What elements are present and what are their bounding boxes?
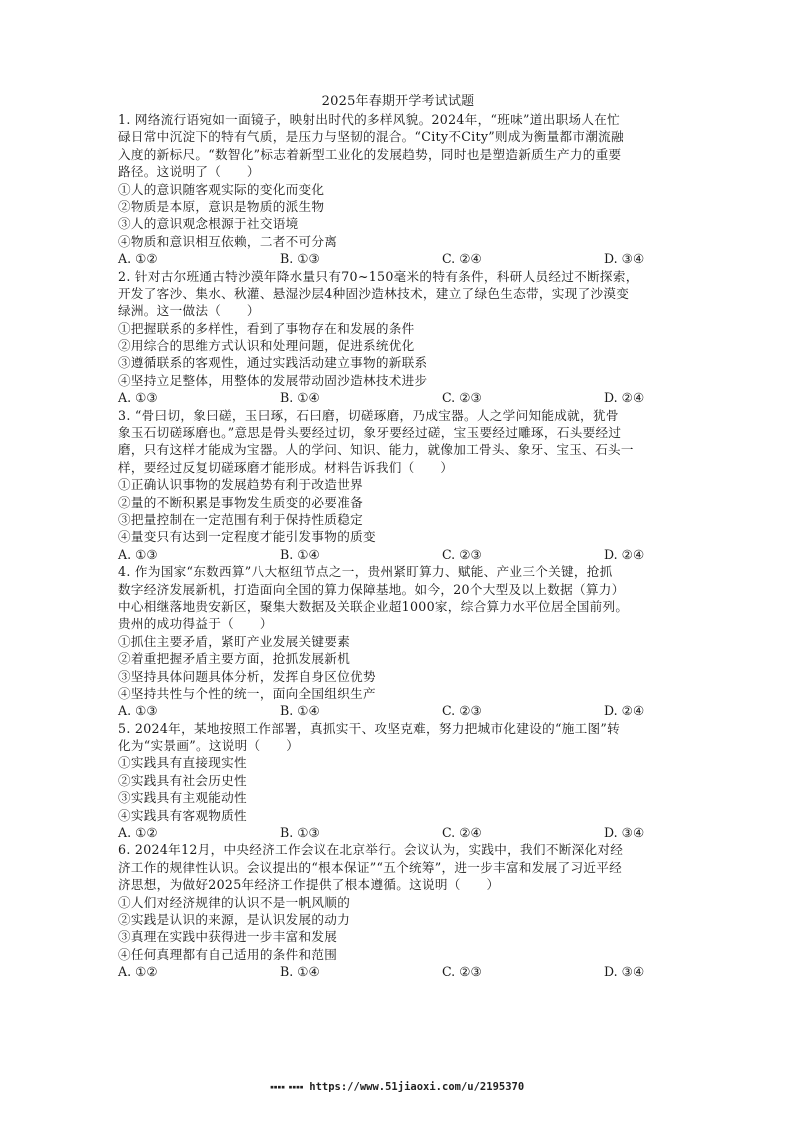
- answer-options: [118, 250, 678, 267]
- statement-item: ③人的意识观念根源于社交语境: [118, 216, 299, 232]
- option-b[interactable]: B. ①④: [280, 964, 320, 980]
- option-d[interactable]: D. ②④: [604, 546, 645, 562]
- option-a[interactable]: A. ①③: [118, 390, 158, 406]
- statement-item: ②量的不断积累是事物发生质变的必要准备: [118, 494, 363, 510]
- statement-item: ③坚持具体问题具体分析，发挥自身区位优势: [118, 668, 376, 684]
- statement-item: ④量变只有达到一定程度才能引发事物的质变: [118, 529, 376, 545]
- question-stem-line: 样，要经过反复切磋琢磨才能形成。材料告诉我们（ ）: [118, 459, 454, 475]
- question-stem-line: 磨，只有这样才能成为宝器。人的学问、知识、能力，就像加工骨头、象牙、宝玉、石头一: [118, 442, 634, 458]
- question-stem-line: 3. “骨曰切，象曰磋，玉曰琢，石曰磨，切磋琢磨，乃成宝器。人之学问知能成就，犹骨: [118, 407, 619, 423]
- statement-item: ②用综合的思维方式认识和处理问题，促进系统优化: [118, 338, 415, 354]
- statement-item: ④任何真理都有自己适用的条件和范围: [118, 946, 338, 962]
- answer-options: [118, 963, 678, 980]
- option-b[interactable]: B. ①④: [280, 390, 320, 406]
- answer-options: [118, 389, 678, 406]
- question-stem-line: 4. 作为国家“东数西算”八大枢纽节点之一，贵州紧盯算力、赋能、产业三个关键，抢抓: [118, 564, 613, 580]
- question-stem-line: 数字经济发展新机，打造面向全国的算力保障基地。如今，20个大型及以上数据（算力）: [118, 581, 625, 597]
- footer: [0, 1080, 794, 1094]
- question-stem-line: 开发了客沙、集水、秋灌、悬湿沙层4种固沙造林技术，建立了绿色生态带，实现了沙漠变: [118, 285, 630, 301]
- question-3: [118, 407, 678, 564]
- statement-item: ②实践具有社会历史性: [118, 772, 247, 788]
- watermark-logo: ▪▪▪▪ ▪▪▪▪: [269, 1083, 304, 1091]
- statement-item: ④坚持立足整体，用整体的发展带动固沙造林技术进步: [118, 372, 428, 388]
- question-stem-line: 2. 针对古尔班通古特沙漠年降水量只有70~150毫米的特有条件，科研人员经过不断探索，: [118, 268, 639, 284]
- question-stem-line: 化为“实景画”。这说明（ ）: [118, 738, 300, 754]
- exam-title: 2025年春期开学考试试题: [321, 94, 475, 109]
- statement-item: ①人的意识随客观实际的变化而变化: [118, 181, 325, 197]
- statement-item: ④实践具有客观物质性: [118, 807, 247, 823]
- option-c[interactable]: C. ②③: [442, 703, 482, 719]
- statement-item: ①抓住主要矛盾，紧盯产业发展关键要素: [118, 633, 351, 649]
- question-stem-line: 路径。这说明了（ ）: [118, 164, 260, 180]
- question-stem-line: 绿洲。这一做法（ ）: [118, 303, 260, 319]
- question-stem-line: 贵州的成功得益于（ ）: [118, 616, 273, 632]
- option-a[interactable]: A. ①②: [118, 964, 158, 980]
- question-5: [118, 720, 678, 842]
- option-b[interactable]: B. ①③: [280, 825, 320, 841]
- question-stem-line: 1. 网络流行语宛如一面镜子，映射出时代的多样风貌。2024年，“班味”道出职场人在忙: [118, 112, 621, 127]
- option-c[interactable]: C. ②④: [442, 825, 482, 841]
- answer-options: [118, 702, 678, 719]
- statement-item: ①实践具有直接现实性: [118, 755, 247, 771]
- question-stem-line: 象玉石切磋琢磨也。”意思是骨头要经过切，象牙要经过磋，宝玉要经过雕琢，石头要经过: [118, 425, 622, 441]
- statement-item: ④物质和意识相互依赖，二者不可分离: [118, 233, 338, 249]
- question-1: [118, 111, 678, 268]
- question-stem-line: 济工作的规律性认识。会议提出的“根本保证”“五个统筹”，进一步丰富和发展了习近平经: [118, 859, 623, 875]
- statement-item: ④坚持共性与个性的统一，面向全国组织生产: [118, 685, 376, 701]
- statement-item: ①人们对经济规律的认识不是一帆风顺的: [118, 894, 351, 910]
- option-c[interactable]: C. ②③: [442, 390, 482, 406]
- answer-options: [118, 824, 678, 841]
- option-b[interactable]: B. ①④: [280, 546, 320, 562]
- footer-url[interactable]: https://www.51jiaoxi.com/u/2195370: [309, 1081, 525, 1093]
- option-c[interactable]: C. ②③: [442, 964, 482, 980]
- option-c[interactable]: C. ②④: [442, 251, 482, 267]
- statement-item: ①把握联系的多样性，看到了事物存在和发展的条件: [118, 320, 415, 336]
- option-d[interactable]: D. ③④: [604, 964, 645, 980]
- question-stem-line: 济思想，为做好2025年经济工作提供了根本遵循。这说明（ ）: [118, 877, 500, 893]
- question-stem-line: 6. 2024年12月，中央经济工作会议在北京举行。会议认为，实践中，我们不断深化对经: [118, 842, 624, 858]
- question-stem-line: 中心相继落地贵安新区，聚集大数据及关联企业超1000家，综合算力水平位居全国前列。: [118, 598, 629, 614]
- option-d[interactable]: D. ③④: [604, 825, 645, 841]
- statement-item: ③遵循联系的客观性，通过实践活动建立事物的新联系: [118, 355, 428, 371]
- option-a[interactable]: A. ①③: [118, 546, 158, 562]
- option-d[interactable]: D. ③④: [604, 251, 645, 267]
- option-c[interactable]: C. ②③: [442, 546, 482, 562]
- question-6: [118, 841, 678, 980]
- option-a[interactable]: A. ①②: [118, 251, 158, 267]
- answer-options: [118, 546, 678, 563]
- question-2: [118, 268, 678, 407]
- statement-item: ②物质是本原，意识是物质的派生物: [118, 198, 325, 214]
- statement-item: ③把量控制在一定范围有利于保持性质稳定: [118, 511, 363, 527]
- option-a[interactable]: A. ①③: [118, 703, 158, 719]
- statement-item: ②着重把握矛盾主要方面，抢抓发展新机: [118, 651, 351, 667]
- question-list: [118, 111, 678, 981]
- option-b[interactable]: B. ①④: [280, 703, 320, 719]
- statement-item: ③实践具有主观能动性: [118, 790, 247, 806]
- statement-item: ①正确认识事物的发展趋势有利于改造世界: [118, 477, 363, 493]
- option-a[interactable]: A. ①②: [118, 825, 158, 841]
- question-stem-line: 碌日常中沉淀下的特有气质，是压力与坚韧的混合。“City不City”则成为衡量都市潮流融: [118, 129, 624, 145]
- statement-item: ③真理在实践中获得进一步丰富和发展: [118, 929, 338, 945]
- option-d[interactable]: D. ②④: [604, 390, 645, 406]
- question-stem-line: 入度的新标尺。“数智化”标志着新型工业化的发展趋势，同时也是塑造新质生产力的重要: [118, 146, 622, 162]
- question-4: [118, 563, 678, 720]
- option-b[interactable]: B. ①③: [280, 251, 320, 267]
- statement-item: ②实践是认识的来源，是认识发展的动力: [118, 911, 351, 927]
- exam-page: [118, 92, 678, 981]
- question-stem-line: 5. 2024年，某地按照工作部署，真抓实干、攻坚克难，努力把城市化建设的“施工图”转: [118, 720, 621, 736]
- option-d[interactable]: D. ②④: [604, 703, 645, 719]
